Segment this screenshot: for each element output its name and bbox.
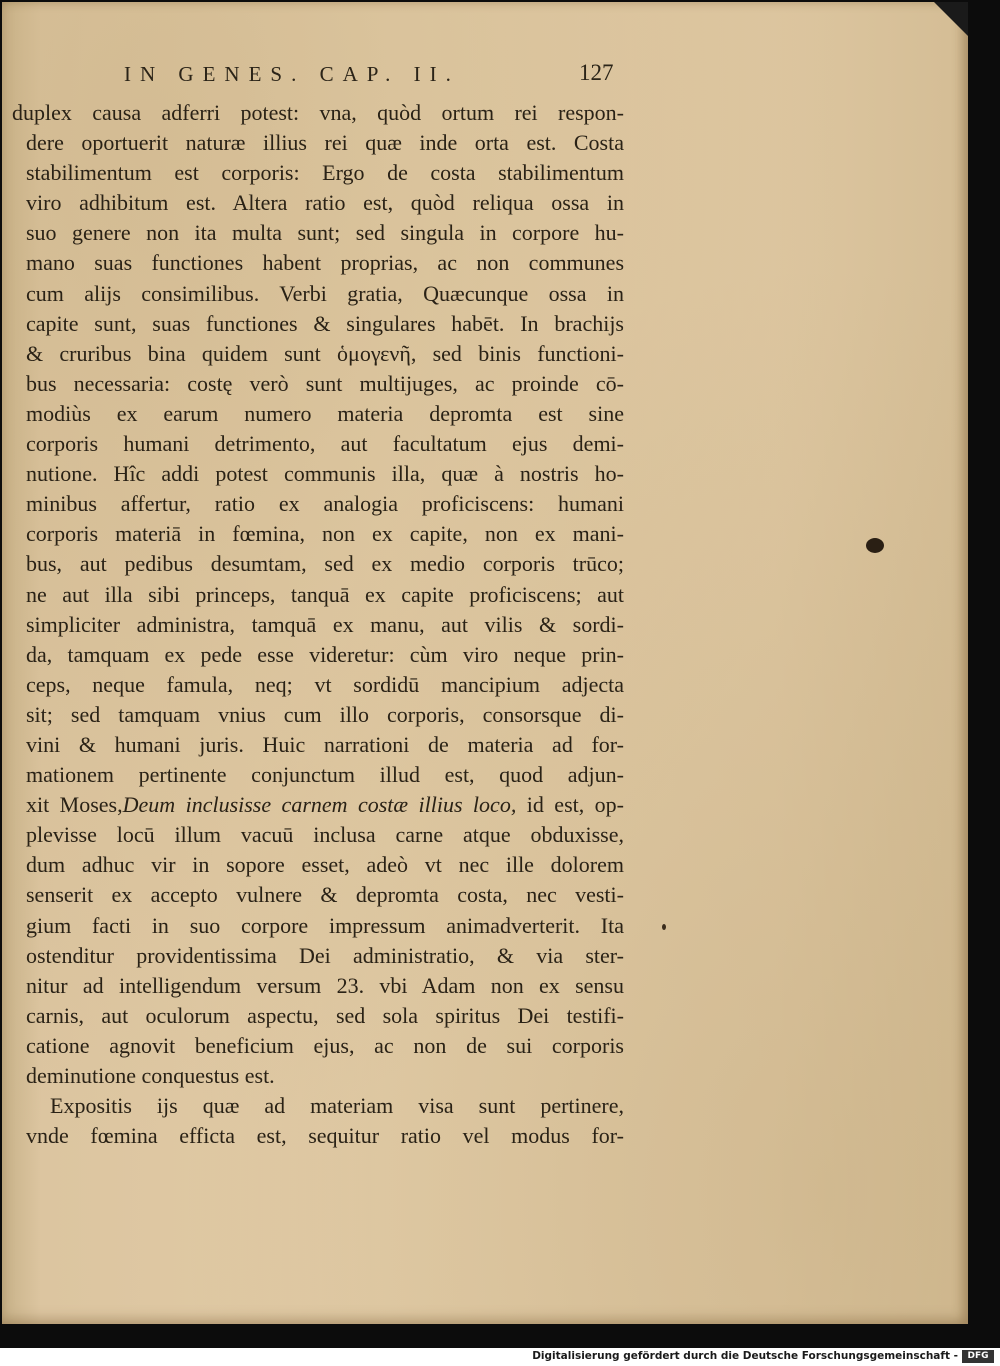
text-line: bus, aut pedibus desumtam, sed ex medio corporis trūco; (26, 551, 624, 577)
text-line: plevisse locū illum vacuū inclusa carne atque obduxisse, (26, 822, 624, 848)
text-line: stabilimentum est corporis: Ergo de costa stabilimentum (26, 160, 624, 186)
text-line: corporis humani detrimento, aut facultatum ejus demi- (26, 431, 624, 457)
text-line: da, tamquam ex pede esse videretur: cùm viro neque prin- (26, 641, 624, 667)
text-line: corporis materiā in fœmina, non ex capite, non ex mani- (26, 521, 624, 547)
text-line: suo genere non ita multa sunt; sed singula in corpore hu- (26, 220, 624, 246)
text-line: minibus affertur, ratio ex analogia proficiscens: humani (26, 491, 624, 517)
text-line: nitur ad intelligendum versum 23. vbi Adam non ex sensu (26, 972, 624, 998)
text-line: vnde fœmina efficta est, sequitur ratio vel modus for- (26, 1123, 624, 1149)
text-line: catione agnovit beneficium ejus, ac non de sui corporis (26, 1032, 624, 1058)
text-line: nutione. Hîc addi potest communis illa, quæ à nostris ho- (26, 461, 624, 487)
text-line: duplex causa adferri potest: vna, quòd ortum rei respon- (12, 100, 624, 125)
text-line: simpliciter administra, tamquā ex manu, aut vilis & sordi- (26, 611, 624, 637)
footer-bar (0, 1348, 1000, 1366)
text-line: bus necessaria: costę verò sunt multijuges, ac proinde cō- (26, 370, 624, 396)
text-line: ostenditur providentissima Dei administratio, & via ster- (26, 942, 624, 968)
text-line: viro adhibitum est. Altera ratio est, quòd reliqua ossa in (26, 190, 624, 216)
text-line: mationem pertinente conjunctum illud est, quod adjun- (26, 762, 624, 788)
text-line: cum alijs consimilibus. Verbi gratia, Quæcunque ossa in (26, 280, 624, 306)
ink-blot (866, 538, 884, 553)
text-line: sit; sed tamquam vnius cum illo corporis, consorsque di- (26, 701, 624, 727)
text-line: modiùs ex earum numero materia depromta est sine (26, 400, 624, 426)
text-line: mano suas functiones habent proprias, ac non communes (26, 250, 624, 276)
running-head: IN GENES. CAP. II. (124, 62, 460, 86)
text-segment: id est, op- (526, 792, 624, 818)
page-number: 127 (579, 60, 614, 85)
funding-credit: Digitalisierung gefördert durch die Deutsche Forschungsgemeinschaft - (532, 1350, 958, 1362)
page-header (124, 62, 624, 92)
text-line: dum adhuc vir in sopore esset, adeò vt nec ille dolorem (26, 852, 624, 878)
text-line: gium facti in suo corpore impressum animadverterit. Ita (26, 912, 624, 938)
paragraph-start-line: Expositis ijs quæ ad materiam visa sunt pertinere, (50, 1093, 624, 1119)
text-line: vini & humani juris. Huic narrationi de materia ad for- (26, 731, 624, 757)
text-line: dere oportuerit naturæ illius rei quæ inde orta est. Costa (26, 130, 624, 156)
text-line: capite sunt, suas functiones & singulares habēt. In brachijs (26, 310, 624, 336)
text-line: deminutione conquestus est. (26, 1063, 275, 1088)
dfg-logo: DFG (962, 1350, 994, 1363)
ink-speck (662, 924, 666, 930)
text-segment: xit Moses, (26, 792, 123, 818)
text-line-italic-span (12, 790, 624, 820)
text-line: senserit ex accepto vulnere & depromta costa, nec vesti- (26, 882, 624, 908)
page-corner (934, 2, 968, 36)
text-line: & cruribus bina quidem sunt ὁμογενῆ, sed binis functioni- (26, 340, 624, 366)
text-line: carnis, aut oculorum aspectu, sed sola spiritus Dei testifi- (26, 1002, 624, 1028)
text-line: ceps, neque famula, neq; vt sordidū mancipium adjecta (26, 671, 624, 697)
text-line: ne aut illa sibi princeps, tanquā ex capite proficiscens; aut (26, 581, 624, 607)
italic-quote: Deum inclusisse carnem costæ illius loco, (122, 792, 517, 818)
book-page (2, 2, 968, 1324)
body-text (12, 98, 624, 1151)
